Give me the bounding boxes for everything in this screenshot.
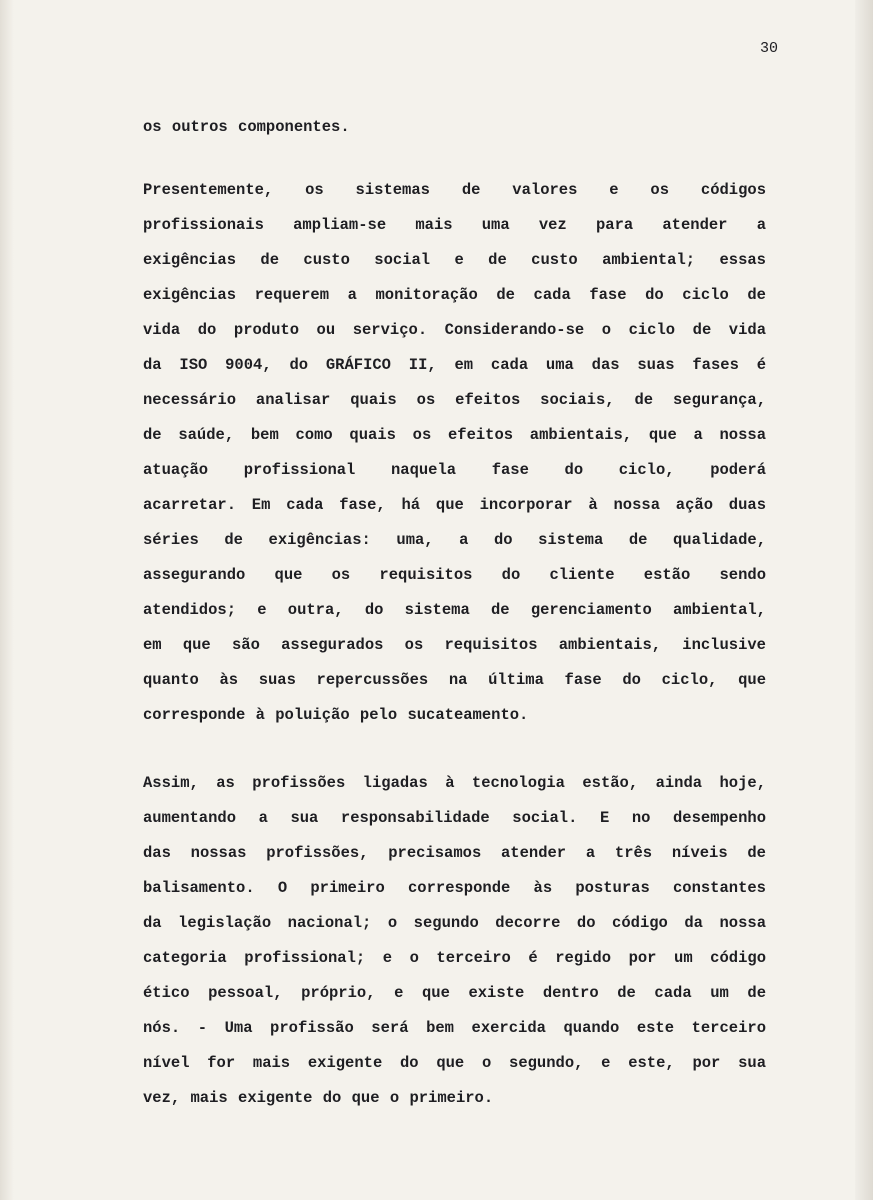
text-line: da ISO 9004, do GRÁFICO II, em cada uma das suas fases é (143, 356, 766, 374)
scan-left-edge (0, 0, 14, 1200)
text-line: quanto às suas repercussões na última fase do ciclo, que (143, 671, 766, 689)
text-line: categoria profissional; e o terceiro é regido por um código (143, 949, 766, 967)
text-line: assegurando que os requisitos do cliente estão sendo (143, 566, 766, 584)
text-line: aumentando a sua responsabilidade social. E no desempenho (143, 809, 766, 827)
text-line: exigências de custo social e de custo ambiental; essas (143, 251, 766, 269)
text-line: necessário analisar quais os efeitos sociais, de segurança, (143, 391, 766, 409)
text-line: vida do produto ou serviço. Considerando-se o ciclo de vida (143, 321, 766, 339)
text-line: atendidos; e outra, do sistema de gerenciamento ambiental, (143, 601, 766, 619)
text-line: Presentemente, os sistemas de valores e os códigos (143, 181, 766, 199)
paragraph-continuation (143, 117, 766, 152)
text-line: vez, mais exigente do que o primeiro. (143, 1089, 494, 1107)
text-line: acarretar. Em cada fase, há que incorporar à nossa ação duas (143, 496, 766, 514)
text-line: profissionais ampliam-se mais uma vez para atender a (143, 216, 766, 234)
text-line: nós. - Uma profissão será bem exercida quando este terceiro (143, 1019, 766, 1037)
text-line: nível for mais exigente do que o segundo, e este, por sua (143, 1054, 766, 1072)
text-line: exigências requerem a monitoração de cada fase do ciclo de (143, 286, 766, 304)
page-number: 30 (760, 40, 779, 57)
text-line: de saúde, bem como quais os efeitos ambientais, que a nossa (143, 426, 766, 444)
paragraph-professions (143, 773, 766, 1123)
text-line: da legislação nacional; o segundo decorre do código da nossa (143, 914, 766, 932)
text-line: séries de exigências: uma, a do sistema de qualidade, (143, 531, 766, 549)
text-line: balisamento. O primeiro corresponde às posturas constantes (143, 879, 766, 897)
text-line: ético pessoal, próprio, e que existe dentro de cada um de (143, 984, 766, 1002)
scan-right-edge (855, 0, 873, 1200)
text-line: corresponde à poluição pelo sucateamento. (143, 706, 529, 724)
text-line: os outros componentes. (143, 118, 350, 136)
paragraph-value-systems (143, 180, 766, 740)
text-line: das nossas profissões, precisamos atender a três níveis de (143, 844, 766, 862)
text-line: Assim, as profissões ligadas à tecnologia estão, ainda hoje, (143, 774, 766, 792)
text-line: em que são assegurados os requisitos ambientais, inclusive (143, 636, 766, 654)
text-line: atuação profissional naquela fase do ciclo, poderá (143, 461, 766, 479)
